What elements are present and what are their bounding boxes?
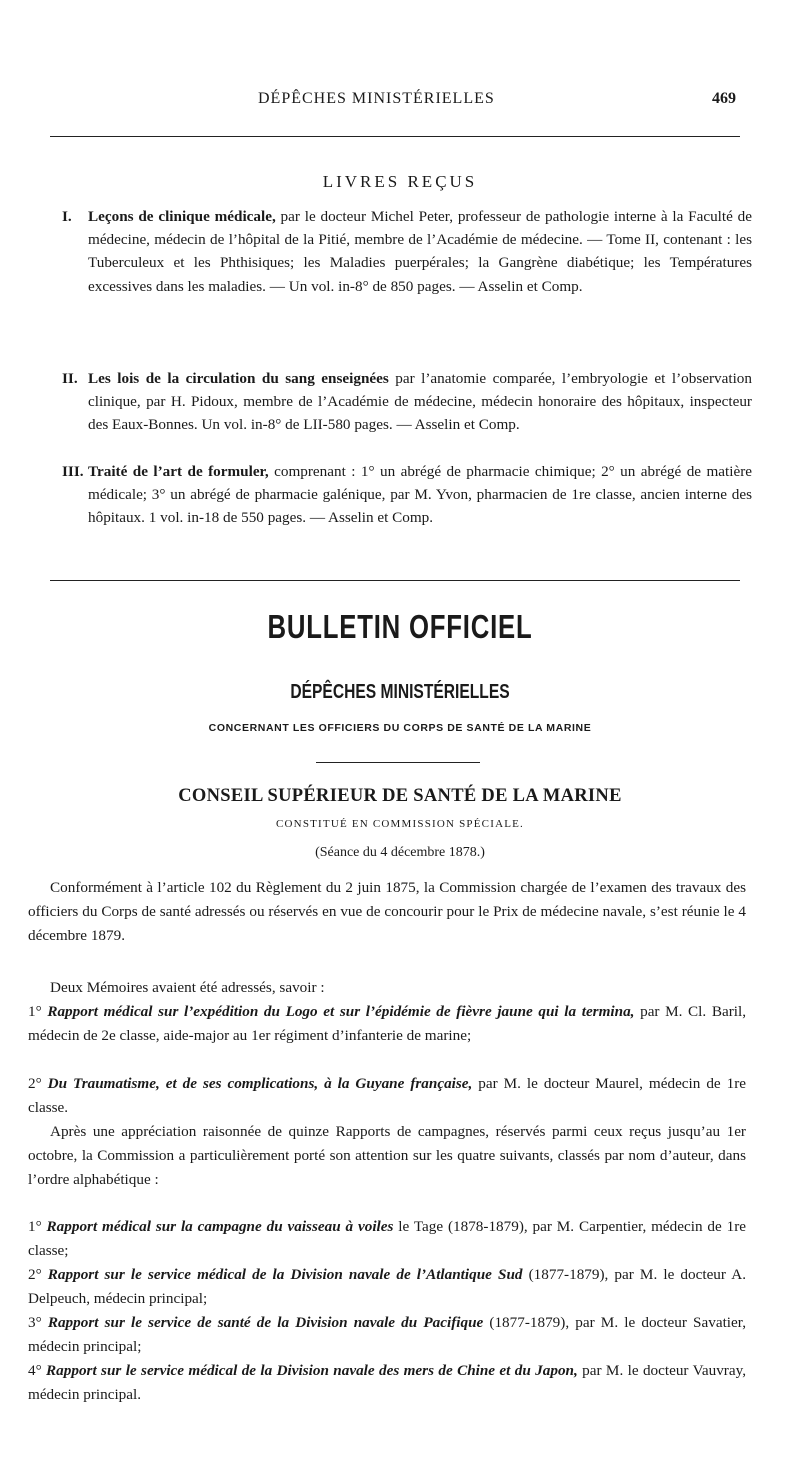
bulletin-title: BULLETIN OFFICIEL (267, 608, 533, 645)
book-description: comprenant : 1° un abrégé de pharmacie chimique; 2° un abrégé de matière médicale; 3° un abrégé de pharmacie galénique, par M. Yvon, pharmacien de 1re classe, ancien interne des hôpitaux. 1 vol. in-18 de 550 pages. — Asselin et Comp. (88, 463, 752, 527)
running-head (0, 90, 800, 114)
book-description: par l’anatomie comparée, l’embryologie et l’observation clinique, par H. Pidoux, membre de l’Académie de médecine, médecin honoraire des hôpitaux, inspecteur des Eaux-Bonnes. Un vol. in-8° de LII-580 pages. — Asselin et Comp. (88, 370, 752, 434)
rapport-item-3: 3° Rapport sur le service de santé de la Division navale du Pacifique (1877-1879), par M. le docteur Savatier, médecin principal; (28, 1314, 746, 1355)
running-title: DÉPÊCHES MINISTÉRIELLES (258, 90, 495, 107)
concernant-line: CONCERNANT LES OFFICIERS DU CORPS DE SANTÉ DE LA MARINE (208, 722, 592, 734)
conseil-heading: CONSEIL SUPÉRIEUR DE SANTÉ DE LA MARINE (178, 786, 622, 806)
rapport-item-4: 4° Rapport sur le service médical de la Division navale des mers de Chine et du Japon, par M. le docteur Vauvray, médecin principal. (28, 1362, 746, 1403)
seance-date: (Séance du 4 décembre 1878.) (315, 845, 485, 860)
intro-paragraph: Conformément à l’article 102 du Règlement du 2 juin 1875, la Commission chargée de l’examen des travaux des officiers du Corps de santé adressés ou réservés en vue de concourir pour le Prix de médecine navale, s’est réunie le 4 décembre 1879. (28, 879, 746, 944)
book-entry-1 (62, 205, 752, 367)
book-description: par le docteur Michel Peter, professeur de pathologie interne à la Faculté de médecine, médecin de l’hôpital de la Pitié, membre de l’Académie de médecine. — Tome II, contenant : les Tuberculeux et les Phthisiques; les Maladies puerpérales; la Gangrène diabétique; les Températures excessives dans les maladies. — Un vol. in-8° de 850 pages. — Asselin et Comp. (88, 208, 752, 295)
memoires-line: Deux Mémoires avaient été adressés, savoir : (50, 979, 325, 996)
book-title: Traité de l’art de formuler, (88, 463, 269, 480)
book-entry-3 (62, 460, 752, 554)
constitue-line: CONSTITUÉ EN COMMISSION SPÉCIALE. (276, 818, 524, 830)
header-rule (50, 136, 740, 137)
rapport-item-2: 2° Rapport sur le service médical de la Division navale de l’Atlantique Sud (1877-1879), par M. le docteur A. Delpeuch, médecin principal; (28, 1266, 746, 1307)
memoire-item-1: 1° Rapport médical sur l’expédition du Logo et sur l’épidémie de fièvre jaune qui la termina, par M. Cl. Baril, médecin de 2e classe, aide-major au 1er régiment d’infanterie de marine; (28, 1003, 746, 1044)
book-number: III. (62, 463, 84, 480)
depeches-heading: DÉPÊCHES MINISTÉRIELLES (290, 681, 510, 703)
book-title: Les lois de la circulation du sang enseignées (88, 370, 389, 387)
book-title: Leçons de clinique médicale, (88, 208, 276, 225)
rapport-item-1: 1° Rapport médical sur la campagne du vaisseau à voiles le Tage (1878-1879), par M. Carpentier, médecin de 1re classe; (28, 1218, 746, 1259)
section-rule (50, 580, 740, 581)
apres-paragraph: Après une appréciation raisonnée de quinze Rapports de campagnes, réservés parmi ceux reçus jusqu’au 1er octobre, la Commission a particulièrement porté son attention sur les quatre suivants, classés par nom d’auteur, dans l’ordre alphabétique : (28, 1123, 746, 1188)
book-entry-2 (62, 367, 752, 461)
short-rule (316, 762, 480, 763)
memoire-item-2: 2° Du Traumatisme, et de ses complications, à la Guyane française, par M. le docteur Maurel, médecin de 1re classe. (28, 1075, 747, 1116)
page-number: 469 (712, 90, 736, 107)
book-number: II. (62, 370, 78, 387)
livres-recus-heading: LIVRES REÇUS (322, 172, 478, 191)
book-number: I. (62, 208, 72, 225)
